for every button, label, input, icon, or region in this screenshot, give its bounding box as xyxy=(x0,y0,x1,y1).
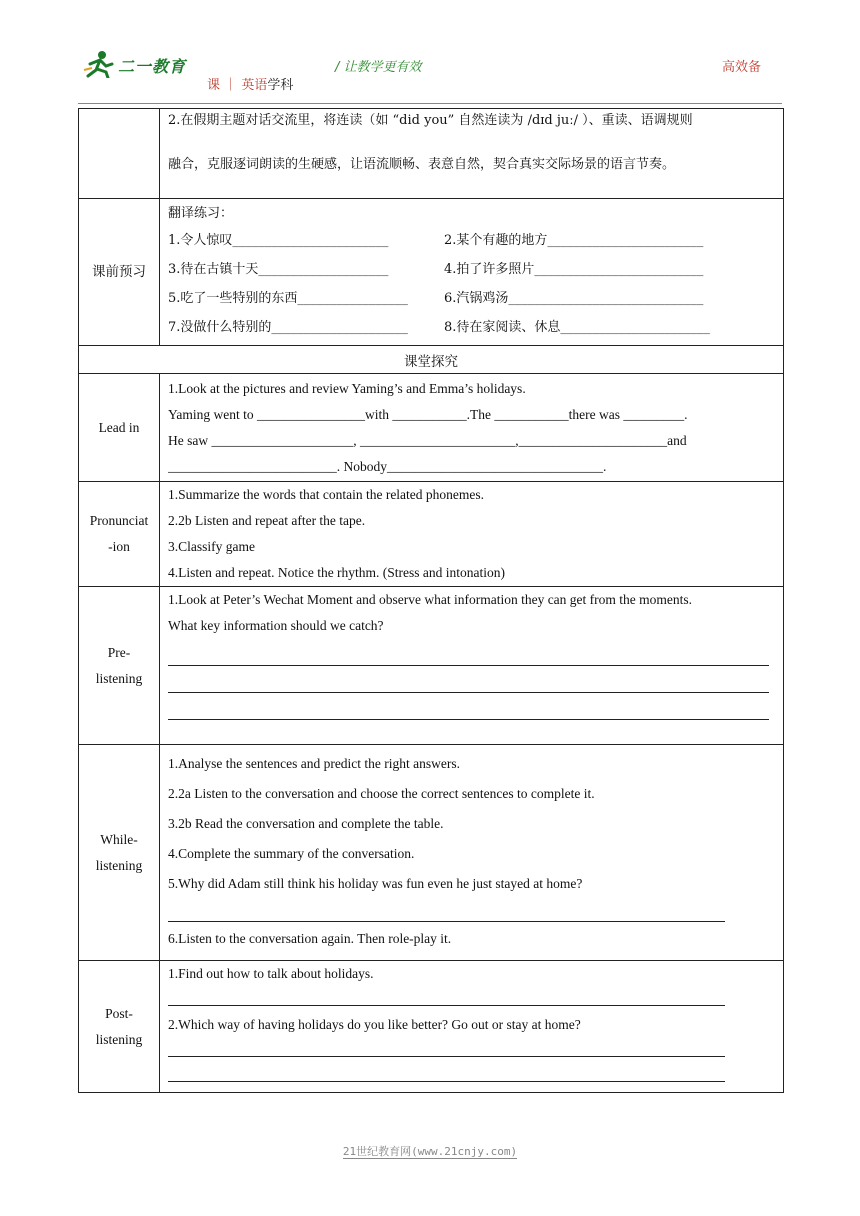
preview-item: 7.没做什么特别的_____________________ xyxy=(168,320,408,335)
preview-label: 课前预习 xyxy=(79,199,160,346)
post-listening-label xyxy=(79,961,160,1093)
preview-item: 4.拍了许多照片__________________________ xyxy=(444,262,704,277)
footer xyxy=(0,1143,860,1159)
pronunciation-line: 2.2b Listen and repeat after the tape. xyxy=(168,513,366,528)
post-listening-line: 2.Which way of having holidays do you like better? Go out or stay at home? xyxy=(168,1017,581,1032)
intro-content xyxy=(160,109,784,199)
pre-listening-line: 1.Look at Peter’s Wechat Moment and observe what information they can get from the moments. xyxy=(168,592,693,607)
intro-label-cell xyxy=(79,109,160,199)
subtitle-ke: 课 xyxy=(207,78,221,93)
logo-text: 二一教育 xyxy=(118,57,187,76)
pronunciation-label-a: Pronunciat xyxy=(89,513,149,528)
preview-item-row xyxy=(168,284,777,313)
lead-in-content xyxy=(160,374,784,482)
pronunciation-line: 1.Summarize the words that contain the related phonemes. xyxy=(168,487,485,502)
pre-listening-row xyxy=(79,587,784,745)
preview-item: 2.某个有趣的地方________________________ xyxy=(444,233,704,248)
while-listening-label-a: While- xyxy=(100,831,138,847)
while-listening-line: 5.Why did Adam still think his holiday was fun even he just stayed at home? xyxy=(168,876,583,891)
preview-content xyxy=(160,199,784,346)
section-title-row xyxy=(79,346,784,374)
lesson-table xyxy=(78,108,784,1093)
pre-listening-label-a: Pre- xyxy=(107,644,131,660)
preview-item: 3.待在古镇十天____________________ xyxy=(168,262,389,277)
subject-subtitle xyxy=(207,74,293,93)
runner-icon xyxy=(82,50,116,78)
lead-in-line: Yaming went to ________________with ___________.The ___________there was _________. xyxy=(168,406,688,422)
header-divider xyxy=(78,103,782,104)
pronunciation-label-b: -ion xyxy=(108,539,130,554)
while-listening-content xyxy=(160,745,784,961)
post-listening-row xyxy=(79,961,784,1093)
intro-line-2: 融合，克服逐词朗读的生硬感，让语流顺畅、表意自然，契合真实交际场景的语言节奏。 xyxy=(168,157,676,172)
answer-line xyxy=(168,639,769,666)
pre-listening-label xyxy=(79,587,160,745)
footer-link[interactable]: 21世纪教育网(www.21cnjy.com) xyxy=(342,1145,518,1158)
subtitle-subject: 英语 xyxy=(241,78,268,93)
slogan: / 让教学更有效 xyxy=(335,60,422,75)
post-listening-content xyxy=(160,961,784,1093)
subtitle-separator: ｜ xyxy=(224,78,238,93)
while-listening-line: 1.Analyse the sentences and predict the right answers. xyxy=(168,756,461,771)
while-listening-line: 3.2b Read the conversation and complete the table. xyxy=(168,816,444,831)
preview-item: 1.令人惊叹________________________ xyxy=(168,233,389,248)
pronunciation-line: 4.Listen and repeat. Notice the rhythm. (Stress and intonation) xyxy=(168,565,506,580)
answer-line xyxy=(168,1057,725,1082)
pronunciation-label xyxy=(79,482,160,587)
brand-right: 高效备 xyxy=(722,60,762,75)
answer-line xyxy=(168,666,769,693)
lead-in-line: He saw _____________________, _______________________,______________________and xyxy=(168,432,687,448)
pronunciation-content xyxy=(160,482,784,587)
intro-row xyxy=(79,109,784,199)
pronunciation-line: 3.Classify game xyxy=(168,539,255,554)
while-listening-line: 6.Listen to the conversation again. Then role-play it. xyxy=(168,931,452,946)
pre-listening-label-b: listening xyxy=(95,670,143,686)
preview-item-row xyxy=(168,313,777,342)
post-listening-label-a: Post- xyxy=(105,1005,133,1021)
preview-item-row xyxy=(168,226,777,255)
while-listening-row xyxy=(79,745,784,961)
lead-in-line: 1.Look at the pictures and review Yaming’s and Emma’s holidays. xyxy=(168,380,526,396)
section-title: 课堂探究 xyxy=(79,346,784,374)
pronunciation-row xyxy=(79,482,784,587)
answer-line xyxy=(168,1038,725,1057)
lead-in-label: Lead in xyxy=(79,374,160,482)
preview-item-row xyxy=(168,255,777,284)
preview-row xyxy=(79,199,784,346)
pre-listening-line: What key information should we catch? xyxy=(168,618,384,633)
lead-in-row xyxy=(79,374,784,482)
lead-in-line: _________________________. Nobody________________________________. xyxy=(168,458,607,474)
post-listening-line: 1.Find out how to talk about holidays. xyxy=(168,966,374,981)
preview-heading: 翻译练习： xyxy=(168,206,234,221)
post-listening-label-b: listening xyxy=(95,1031,143,1047)
intro-line-1: 2.在假期主题对话交流里，将连读（如 “did you” 自然连读为 /dɪd juː/ ）、重读、语调规则 xyxy=(168,113,693,128)
pre-listening-content xyxy=(160,587,784,745)
preview-item: 5.吃了一些特别的东西_________________ xyxy=(168,291,408,306)
preview-item: 8.待在家阅读、休息_______________________ xyxy=(444,320,710,335)
answer-line xyxy=(168,693,769,720)
answer-line xyxy=(168,899,725,922)
while-listening-label-b: listening xyxy=(95,857,143,873)
preview-item: 6.汽锅鸡汤______________________________ xyxy=(444,291,704,306)
subtitle-suffix: 学科 xyxy=(267,78,294,93)
answer-line xyxy=(168,987,725,1006)
while-listening-line: 4.Complete the summary of the conversation. xyxy=(168,846,415,861)
while-listening-label xyxy=(79,745,160,961)
logo xyxy=(82,50,202,80)
while-listening-line: 2.2a Listen to the conversation and choose the correct sentences to complete it. xyxy=(168,786,595,801)
